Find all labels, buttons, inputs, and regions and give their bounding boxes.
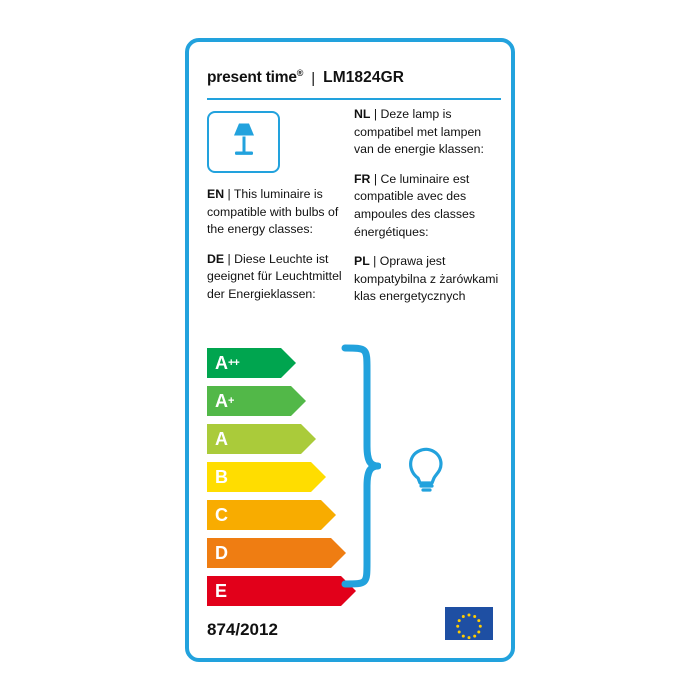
energy-class-plus: ++ xyxy=(228,357,239,369)
text-block-de: DE | Diese Leuchte ist geeignet für Leuchtmittel der Energieklassen: xyxy=(207,251,342,301)
energy-class-label: A xyxy=(215,352,228,373)
text-column-right xyxy=(354,106,504,306)
registered-mark: ® xyxy=(296,68,304,79)
energy-class-label: B xyxy=(215,466,228,487)
energy-class-bar xyxy=(207,538,331,568)
energy-class-row xyxy=(207,348,342,381)
text-block-nl: NL | Deze lamp is compatibel met lampen van de energie klassen: xyxy=(354,107,484,157)
text-block-en: EN | This luminaire is compatible with bulbs of the energy classes: xyxy=(207,187,339,237)
lang-text-fr: Ce luminaire est compatible avec des ampoules des classes énergétiques: xyxy=(354,171,475,239)
energy-class-scale xyxy=(207,348,342,614)
text-column-left xyxy=(207,186,347,304)
lang-code-pl: PL xyxy=(354,254,370,269)
lamp-icon-box xyxy=(207,111,280,173)
lang-text-en: This luminaire is compatible with bulbs of the energy classes: xyxy=(207,187,339,237)
energy-class-row xyxy=(207,576,342,609)
light-bulb-icon xyxy=(394,438,456,500)
energy-label-card xyxy=(185,38,515,662)
energy-class-label: C xyxy=(215,504,228,525)
header-separator: | xyxy=(311,69,316,87)
energy-class-row xyxy=(207,462,342,495)
energy-class-row xyxy=(207,386,342,419)
lang-text-de: Diese Leuchte ist geeignet für Leuchtmittel der Energieklassen: xyxy=(207,251,342,301)
energy-class-plus: + xyxy=(228,395,234,407)
energy-class-bar xyxy=(207,462,311,492)
lang-text-pl: Oprawa jest kompatybilna z żarówkami klas energetycznych xyxy=(354,254,499,304)
energy-class-arrow xyxy=(281,348,296,378)
brand-name: present time® xyxy=(207,68,304,87)
label-header xyxy=(207,58,501,98)
energy-class-bar xyxy=(207,500,321,530)
energy-class-label: A xyxy=(215,390,228,411)
lang-code-de: DE xyxy=(207,251,225,266)
text-block-pl: PL | Oprawa jest kompatybilna z żarówkami klas energetycznych xyxy=(354,254,499,304)
energy-class-row xyxy=(207,424,342,457)
energy-class-arrow xyxy=(321,500,336,530)
table-lamp-icon xyxy=(222,120,266,165)
lang-code-en: EN xyxy=(207,187,225,201)
energy-class-label: D xyxy=(215,542,228,563)
model-number: LM1824GR xyxy=(323,69,405,86)
energy-class-arrow xyxy=(311,462,326,492)
energy-class-arrow xyxy=(301,424,316,454)
text-block-fr: FR | Ce luminaire est compatible avec des ampoules des classes énergétiques: xyxy=(354,171,475,239)
header-divider xyxy=(207,98,501,100)
compatibility-bracket xyxy=(341,342,381,590)
energy-class-row xyxy=(207,538,342,571)
energy-class-label: A xyxy=(215,428,228,449)
energy-class-bar xyxy=(207,576,341,606)
energy-class-bar xyxy=(207,386,291,416)
lang-code-fr: FR xyxy=(354,171,371,186)
lang-text-nl: Deze lamp is compatibel met lampen van de energie klassen: xyxy=(354,107,484,157)
energy-class-bar xyxy=(207,424,301,454)
energy-class-label: E xyxy=(215,580,228,601)
energy-class-bar xyxy=(207,348,281,378)
energy-class-row xyxy=(207,500,342,533)
regulation-number: 874/2012 xyxy=(207,620,278,639)
energy-class-arrow xyxy=(291,386,306,416)
eu-flag-icon xyxy=(445,607,493,640)
lang-code-nl: NL xyxy=(354,107,371,121)
